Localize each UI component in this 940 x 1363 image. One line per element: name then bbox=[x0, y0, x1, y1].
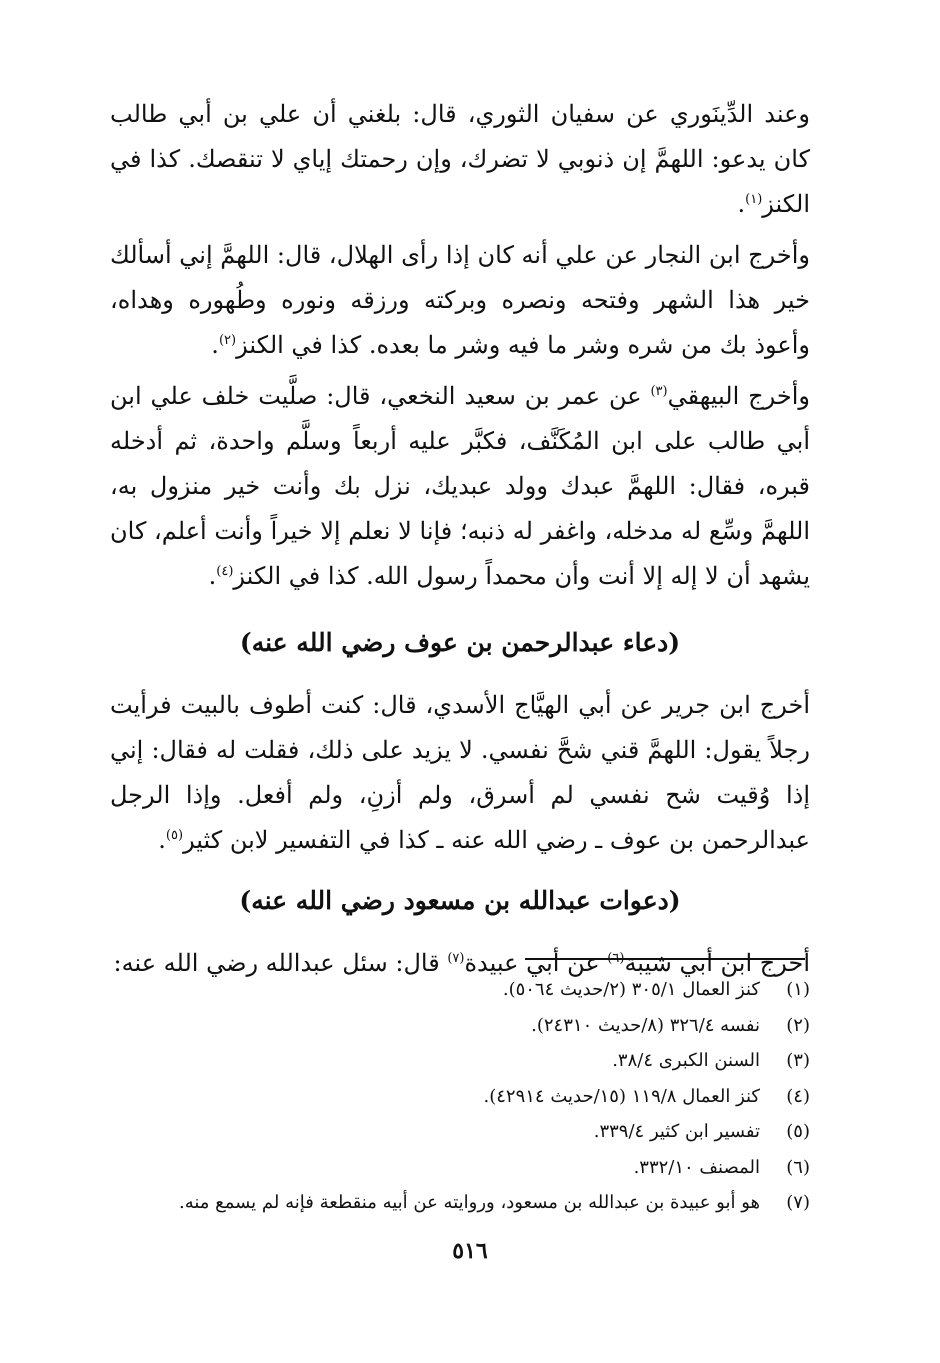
footnote-item bbox=[110, 1150, 810, 1186]
paragraph-text: عن عمر بن سعيد النخعي، قال: صلَّيت خلف علي ابن أبي طالب على ابن المُكَنَّف، فكبَّر عليه أربعاً وسلَّم واحدة، ثم أدخله قبره، فقال: اللهمَّ عبدك وولد عبديك، نزل بك وأنت خير منزول به، اللهمَّ وسِّع له مدخله، واغفر له ذنبه؛ فإنا لا نعلم إلا خيراً وأنت أعلم، كان يشهد أن لا إله إلا أنت وأن محمداً رسول الله. كذا في الكنز bbox=[110, 382, 810, 590]
footnote-number: (١) bbox=[786, 979, 810, 1000]
footnote-ref[interactable]: (٢) bbox=[218, 333, 237, 348]
paragraph-end: . bbox=[208, 562, 217, 590]
footnote-item bbox=[110, 1114, 810, 1150]
footnote-ref[interactable]: (١) bbox=[745, 192, 763, 207]
footnote-text: كنز العمال ٣٠٥/١ (٢/حديث ٥٠٦٤). bbox=[502, 979, 760, 1000]
paragraph-text: قال: سئل عبدالله رضي الله عنه: bbox=[113, 949, 448, 977]
footnote-ref[interactable]: (٦) bbox=[607, 951, 625, 966]
footnote-text: كنز العمال ١١٩/٨ (١٥/حديث ٤٢٩١٤). bbox=[483, 1085, 760, 1107]
footnote-number: (٢) bbox=[786, 1014, 810, 1036]
section-heading-abdurrahman: (دعاء عبدالرحمن بن عوف رضي الله عنه) bbox=[239, 628, 681, 657]
footnote-text: نفسه ٣٢٦/٤ (٨/حديث ٢٤٣١٠). bbox=[531, 1014, 760, 1036]
footnote-number: (٤) bbox=[786, 1085, 810, 1107]
page-body bbox=[110, 92, 810, 986]
footnote-text: هو أبو عبيدة بن عبدالله بن مسعود، وروايته عن أبيه منقطعة فإنه لم يسمع منه. bbox=[178, 1192, 760, 1213]
footnote-number: (٥) bbox=[786, 1121, 810, 1142]
paragraph-end: . bbox=[737, 190, 746, 218]
paragraph-ibn-jarir bbox=[110, 683, 810, 863]
paragraph-text: أخرج ابن أبي شيبة bbox=[624, 949, 810, 977]
paragraph-end: . bbox=[158, 826, 166, 854]
paragraph-text: وأخرج البيهقي bbox=[667, 382, 810, 410]
page-number: ٥١٦ bbox=[452, 1238, 488, 1264]
section-heading-ibn-masud: (دعوات عبدالله بن مسعود رضي الله عنه) bbox=[239, 886, 681, 915]
footnote-ref[interactable]: (٥) bbox=[165, 828, 184, 843]
footnote-number: (٣) bbox=[786, 1050, 810, 1071]
footnote-item bbox=[110, 972, 810, 1008]
footnote-number: (٦) bbox=[786, 1156, 810, 1178]
footnote-item bbox=[110, 1043, 810, 1079]
paragraph-text: عن أبي عبيدة bbox=[464, 949, 608, 977]
footnote-text: المصنف ٣٣٢/١٠. bbox=[633, 1156, 760, 1178]
paragraph-text: أخرج ابن جرير عن أبي الهيَّاج الأسدي، قال: كنت أطوف بالبيت فرأيت رجلاً يقول: اللهمَّ قني شحَّ نفسي. لا يزيد على ذلك، فقلت له فقال: إني إذا وُقيت شح نفسي لم أسرق، ولم أزنِ، ولم أفعل. وإذا الرجل عبدالرحمن بن عوف ـ رضي الله عنه ـ كذا في التفسير لابن كثير bbox=[110, 691, 810, 854]
paragraph-text: وعند الدِّينَوري عن سفيان الثوري، قال: بلغني أن علي بن أبي طالب كان يدعو: اللهمَّ إن ذنوبي لا تضرك، وإن رحمتك إياي لا تنقصك. كذا في الكنز bbox=[110, 100, 810, 218]
footnote-text: السنن الكبرى ٣٨/٤. bbox=[612, 1050, 760, 1071]
footnote-item bbox=[110, 1185, 810, 1221]
paragraph-ibn-najjar bbox=[110, 233, 810, 368]
footnote-item bbox=[110, 1008, 810, 1044]
footnotes-list bbox=[110, 972, 810, 1221]
footnote-text: تفسير ابن كثير ٣٣٩/٤. bbox=[593, 1121, 760, 1142]
paragraph-dinawari bbox=[110, 92, 810, 227]
paragraph-text: وأخرج ابن النجار عن علي أنه كان إذا رأى الهلال، قال: اللهمَّ إني أسألك خير هذا الشهر وفتحه ونصره وبركته ورزقه ونوره وطُهوره وهداه، وأعوذ بك من شره وشر ما فيه وشر ما بعده. كذا في الكنز bbox=[110, 241, 810, 359]
paragraph-bayhaqi bbox=[110, 374, 810, 599]
footnote-number: (٧) bbox=[786, 1192, 810, 1213]
footnote-ref[interactable]: (٤) bbox=[216, 564, 234, 579]
footnote-item bbox=[110, 1079, 810, 1115]
footnote-ref[interactable]: (٧) bbox=[447, 951, 465, 966]
paragraph-end: . bbox=[211, 331, 219, 359]
footnote-ref[interactable]: (٣) bbox=[650, 384, 668, 399]
footnote-divider bbox=[525, 958, 805, 960]
